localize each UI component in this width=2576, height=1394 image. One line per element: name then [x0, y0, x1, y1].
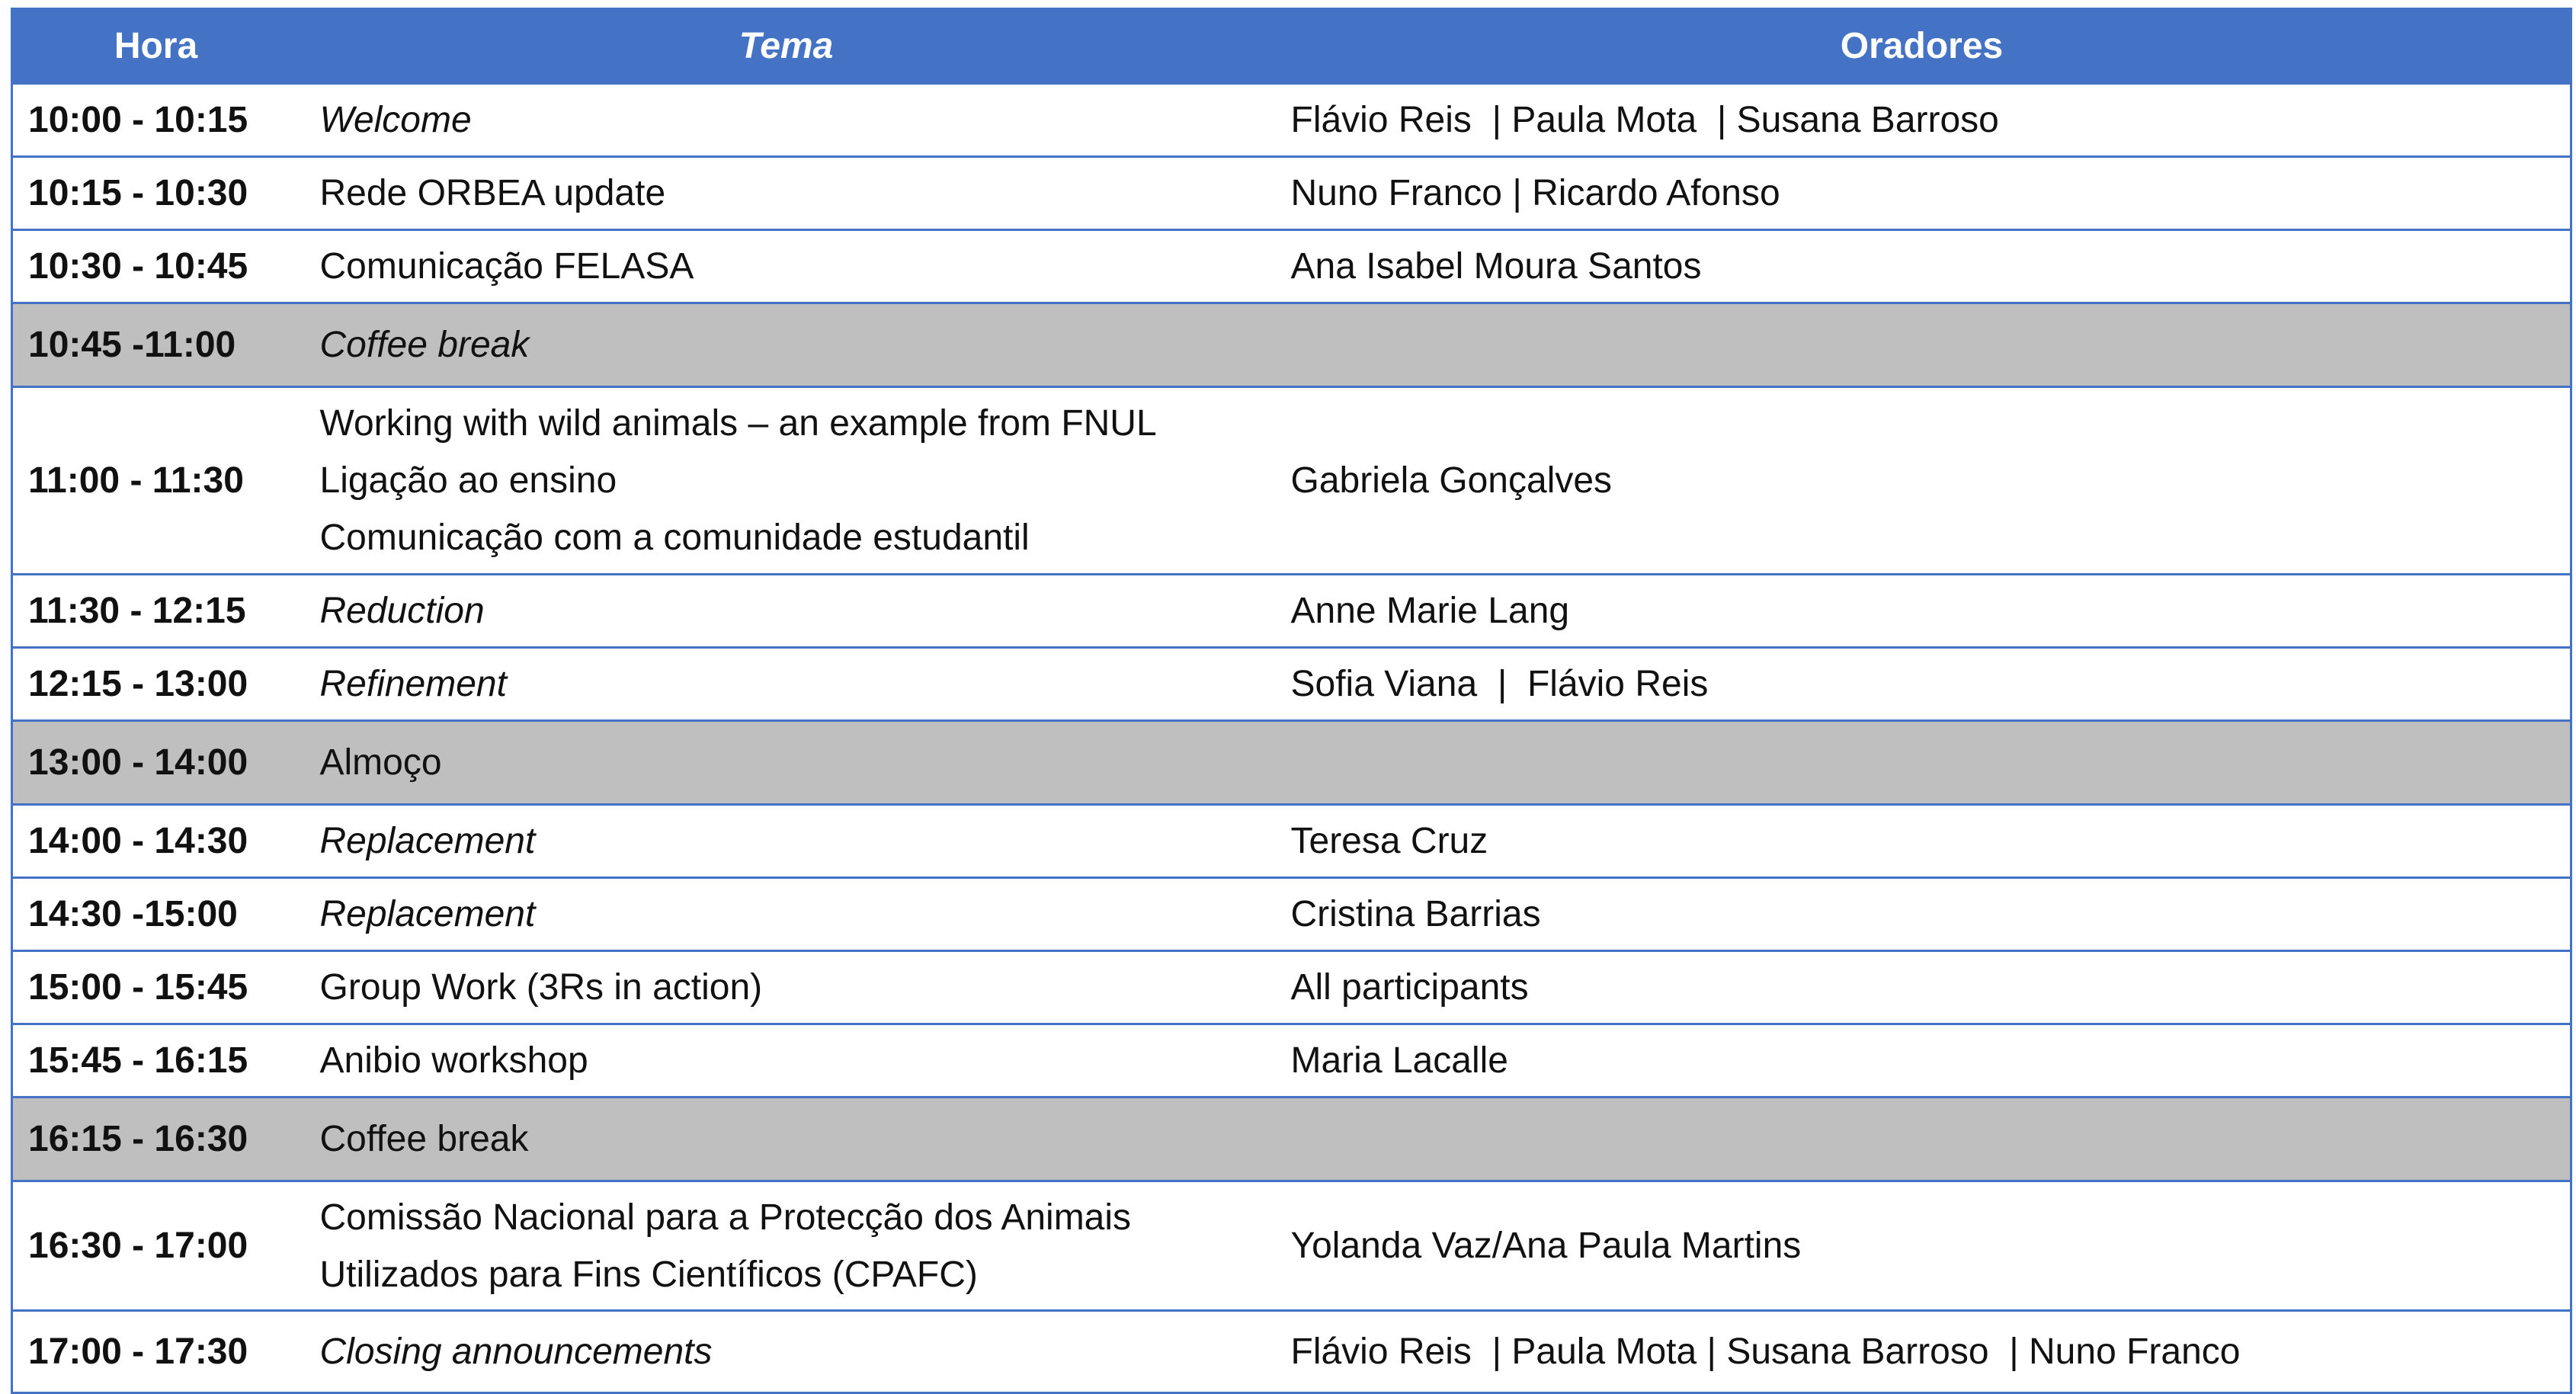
- speakers-cell: Sofia Viana | Flávio Reis: [1273, 648, 2571, 721]
- speakers-cell: Teresa Cruz: [1273, 805, 2571, 878]
- topic-line: Comunicação FELASA: [319, 246, 694, 287]
- topic-cell: [300, 878, 1273, 951]
- speakers-cell: Maria Lacalle: [1273, 1024, 2571, 1098]
- topic-cell: [300, 1181, 1273, 1311]
- topic-line: Working with wild animals – an example from FNUL: [319, 403, 1157, 444]
- table-row: [12, 1311, 2571, 1393]
- speakers-cell: [1273, 721, 2571, 805]
- table-row: [12, 84, 2571, 157]
- speakers-cell: Gabriela Gonçalves: [1273, 387, 2571, 575]
- topic-line: Coffee break: [319, 1119, 529, 1159]
- table-row: [12, 1181, 2571, 1311]
- header-row: [12, 9, 2571, 84]
- table-row: [12, 878, 2571, 951]
- speakers-cell: Ana Isabel Moura Santos: [1273, 230, 2571, 303]
- topic-line: Reduction: [319, 591, 485, 631]
- table-row: [12, 1024, 2571, 1098]
- table-row: [12, 951, 2571, 1024]
- table-row: [12, 648, 2571, 721]
- speakers-cell: [1273, 1098, 2571, 1181]
- table-row: [12, 387, 2571, 575]
- topic-line: Refinement: [319, 664, 507, 704]
- table-row: [12, 230, 2571, 303]
- topic-line: Coffee break: [319, 325, 530, 365]
- topic-line: Welcome: [319, 100, 472, 140]
- time-cell: 16:30 - 17:00: [12, 1181, 300, 1311]
- topic-cell: [300, 1024, 1273, 1098]
- table-row: [12, 575, 2571, 648]
- speakers-cell: Yolanda Vaz/Ana Paula Martins: [1273, 1181, 2571, 1311]
- header-hora: Hora: [12, 9, 300, 84]
- time-cell: 15:00 - 15:45: [12, 951, 300, 1024]
- time-cell: 14:00 - 14:30: [12, 805, 300, 878]
- speakers-cell: Cristina Barrias: [1273, 878, 2571, 951]
- time-cell: 11:30 - 12:15: [12, 575, 300, 648]
- speakers-cell: Flávio Reis | Paula Mota | Susana Barroso: [1273, 84, 2571, 157]
- topic-cell: [300, 157, 1273, 230]
- speakers-cell: Nuno Franco | Ricardo Afonso: [1273, 157, 2571, 230]
- speakers-cell: Anne Marie Lang: [1273, 575, 2571, 648]
- speakers-cell: [1273, 303, 2571, 387]
- topic-line: Anibio workshop: [319, 1040, 588, 1081]
- header-tema: Tema: [300, 9, 1273, 84]
- topic-cell: [300, 648, 1273, 721]
- topic-line: Ligação ao ensino: [319, 460, 617, 501]
- break-row: [12, 1098, 2571, 1181]
- break-row: [12, 303, 2571, 387]
- topic-line: Utilizados para Fins Científicos (CPAFC): [319, 1254, 978, 1295]
- topic-line: Comissão Nacional para a Protecção dos Animais: [319, 1197, 1132, 1238]
- time-cell: 10:45 -11:00: [12, 303, 300, 387]
- topic-cell: [300, 951, 1273, 1024]
- topic-line: Almoço: [319, 742, 442, 783]
- topic-line: Rede ORBEA update: [319, 173, 666, 213]
- topic-cell: [300, 230, 1273, 303]
- topic-cell: [300, 303, 1273, 387]
- time-cell: 10:00 - 10:15: [12, 84, 300, 157]
- topic-cell: [300, 575, 1273, 648]
- speakers-cell: All participants: [1273, 951, 2571, 1024]
- topic-line: Replacement: [319, 821, 536, 861]
- time-cell: 14:30 -15:00: [12, 878, 300, 951]
- topic-line: Group Work (3Rs in action): [319, 967, 763, 1008]
- time-cell: 10:30 - 10:45: [12, 230, 300, 303]
- time-cell: 17:00 - 17:30: [12, 1311, 300, 1393]
- time-cell: 10:15 - 10:30: [12, 157, 300, 230]
- topic-cell: [300, 387, 1273, 575]
- topic-line: Comunicação com a comunidade estudantil: [319, 518, 1030, 558]
- topic-line: Closing announcements: [319, 1332, 713, 1372]
- break-row: [12, 721, 2571, 805]
- agenda-header: [12, 9, 2571, 84]
- speakers-cell: Flávio Reis | Paula Mota | Susana Barroso | Nuno Franco: [1273, 1311, 2571, 1393]
- topic-cell: [300, 721, 1273, 805]
- agenda-table: [11, 8, 2572, 1394]
- header-oradores: Oradores: [1273, 9, 2571, 84]
- topic-line: Replacement: [319, 894, 536, 934]
- table-row: [12, 805, 2571, 878]
- time-cell: 11:00 - 11:30: [12, 387, 300, 575]
- topic-cell: [300, 1311, 1273, 1393]
- time-cell: 12:15 - 13:00: [12, 648, 300, 721]
- topic-cell: [300, 84, 1273, 157]
- table-row: [12, 157, 2571, 230]
- agenda-body: [12, 84, 2571, 1393]
- time-cell: 16:15 - 16:30: [12, 1098, 300, 1181]
- time-cell: 15:45 - 16:15: [12, 1024, 300, 1098]
- topic-cell: [300, 1098, 1273, 1181]
- time-cell: 13:00 - 14:00: [12, 721, 300, 805]
- topic-cell: [300, 805, 1273, 878]
